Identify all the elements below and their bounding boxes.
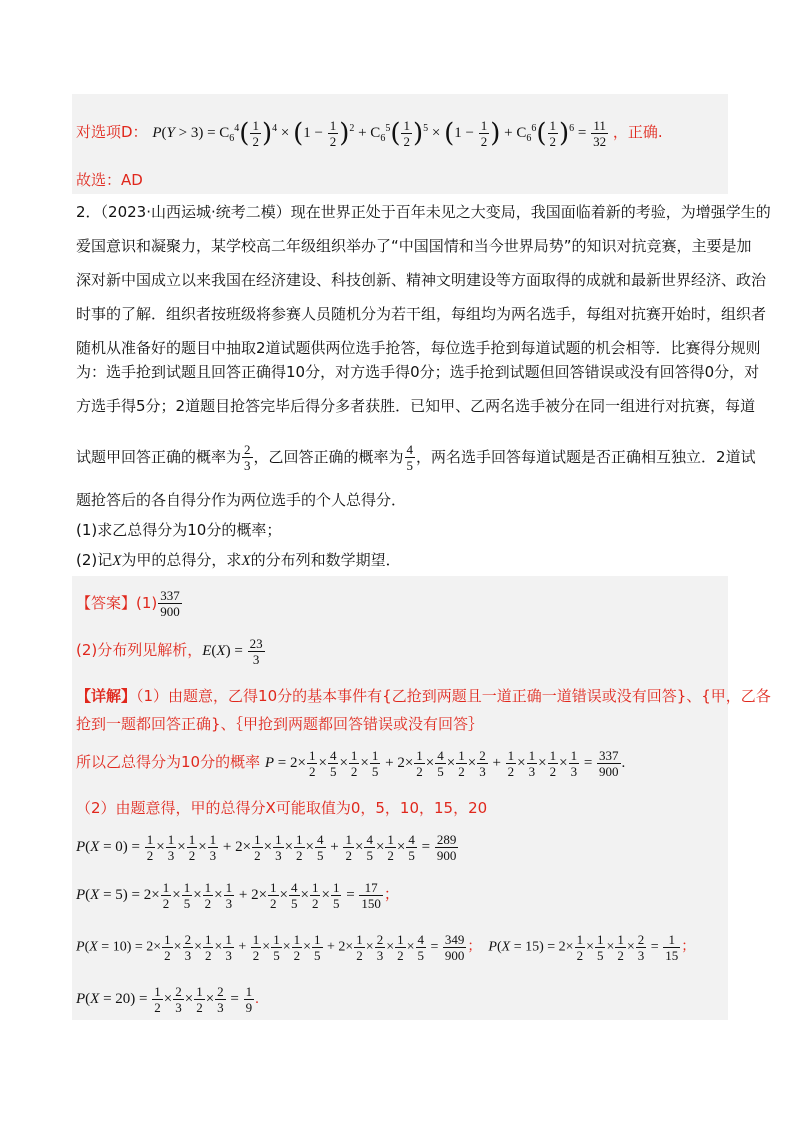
q2-line5: 随机从准备好的题目中抽取2道试题供两位选手抢答，每位选手抢到每道试题的机会相等．比赛得分规则 — [76, 339, 761, 357]
option-d-formula: $P(Y > 3) = C_6^4$( $\frac{1}{2}$ )$^4$ × (1 − $\frac{1}{2}$ )$^2 + C_6^5$( $\frac{1}{2}$ )$^5$ × (1 − $\frac{1}{2}$ ) + $C_6^6$( $\frac{1}{2}$ )$^6$ = $\frac{11}{32}$ — [152, 118, 607, 149]
q2-sub1: (1)求乙总得分为10分的概率； — [76, 521, 282, 539]
px5-formula: P(X = 5) = 2× $\frac{1}{2}$ × $\frac{1}{5}$ × $\frac{1}{2}$ × $\frac{1}{3}$ + 2× $\frac{1}{2}$ × $\frac{4}{5}$ × $\frac{1}{2}$ × $\frac{1}{5}$ = $\frac{17}{150}$ ； — [76, 880, 399, 911]
answer-part1-fraction: $\frac{337}{900}$ — [160, 588, 180, 619]
q2-sub2: (2)记X为甲的总得分，求X的分布列和数学期望． — [76, 551, 401, 569]
answer-line1 — [76, 588, 183, 619]
option-d-label: 对选项D： — [76, 122, 148, 141]
q2-line8-part-c: ，两名选手回答每道试题是否正确相互独立．2道试 — [416, 448, 756, 466]
q2-line8 — [76, 442, 756, 473]
answer-part2: (2)分布列见解析， — [76, 640, 203, 659]
px0-formula: P(X = 0) = $\frac{1}{2}$ × $\frac{1}{3}$ × $\frac{1}{2}$ × $\frac{1}{3}$ + 2× $\frac{1}{2}$ × $\frac{1}{3}$ × $\frac{1}{2}$ × $\frac{4}{5}$ + $\frac{1}{2}$ × $\frac{4}{5}$ × $\frac{1}{2}$ × $\frac{4}{5}$ = $\frac{289}{900}$ — [76, 832, 457, 863]
detail-line2: 抢到一题都回答正确}、｛甲抢到两题都回答错误或没有回答｝ — [76, 715, 484, 733]
option-d-line — [76, 118, 663, 149]
detail-line1 — [76, 686, 771, 706]
q2-line9: 题抢答后的各自得分作为两位选手的个人总得分． — [76, 491, 407, 509]
q2-line2: 爱国意识和凝聚力，某学校高二年级组织举办了“中国国情和当今世界局势”的知识对抗竞赛，主要是加 — [76, 237, 752, 255]
answer-part1: (1) — [136, 594, 158, 612]
q2-line1: 2．（2023·山西运城·统考二模）现在世界正处于百年未见之大变局，我国面临着新的考验，为增强学生的 — [76, 203, 771, 221]
px10-px15-formula: P(X = 10) = 2× $\frac{1}{2}$ × $\frac{2}{3}$ × $\frac{1}{2}$ × $\frac{1}{3}$ + $\frac{1}{2}$ × $\frac{1}{5}$ × $\frac{1}{2}$ × $\frac{1}{5}$ + 2× $\frac{1}{2}$ × $\frac{2}{3}$ × $\frac{1}{2}$ × $\frac{4}{5}$ = $\frac{349}{900}$ ； P(X = 15) = 2× $\frac{1}{2}$ × $\frac{1}{5}$ × $\frac{1}{2}$ × $\frac{2}{3}$ = $\frac{1}{15}$ ； — [76, 932, 696, 963]
q2-sub2-a: (2)记 — [76, 551, 113, 569]
answer-label: 【答案】 — [76, 594, 137, 612]
p-yi-10-formula: P = 2× $\frac{1}{2}$ × $\frac{4}{5}$ × $\frac{1}{2}$ × $\frac{1}{5}$ + 2× $\frac{1}{2}$ × $\frac{4}{5}$ × $\frac{1}{2}$ × $\frac{2}{3}$ + $\frac{1}{2}$ × $\frac{1}{3}$ × $\frac{1}{2}$ × $\frac{1}{3}$ = $\frac{337}{900}$ . — [264, 748, 626, 779]
q2-sub2-c: 的分布列和数学期望． — [250, 551, 401, 569]
detail-line4: （2）由题意得，甲的总得分X可能取值为0，5，10，15，20 — [76, 799, 488, 817]
q2-sub2-b: 为甲的总得分，求 — [121, 551, 242, 569]
detail-label: 【详解】 — [76, 687, 137, 705]
q2-line7: 方选手得5分；2道题目抢答完毕后得分多者获胜．已知甲、乙两名选手被分在同一组进行对抗赛，每道 — [76, 397, 756, 415]
q2-line4: 时事的了解．组织者按班级将参赛人员随机分为若干组，每组均为两名选手，每组对抗赛开始时，组织者 — [76, 305, 767, 323]
option-d-correct: ，正确. — [612, 122, 663, 141]
q2-line6: 为：选手抢到试题且回答正确得10分，对方选手得0分；选手抢到试题但回答错误或没有回答得0分，对 — [76, 363, 760, 381]
answer-line2 — [76, 636, 266, 667]
q2-line3: 深对新中国成立以来我国在经济建设、科技创新、精神文明建设等方面取得的成就和最新世界经济、政治 — [76, 271, 767, 289]
px20-formula: P(X = 20) = $\frac{1}{2}$ × $\frac{2}{3}$ × $\frac{1}{2}$ × $\frac{2}{3}$ = $\frac{1}{9}$ . — [76, 984, 259, 1015]
detail-text1: （1）由题意，乙得10分的基本事件有{乙抢到两题且一道正确一道错误或没有回答}、{甲，乙各 — [136, 687, 771, 705]
q2-line8-part-b: ，乙回答正确的概率为 — [253, 448, 404, 466]
prob-yi-fraction: $\frac{4}{5}$ — [406, 442, 414, 473]
detail-line3 — [76, 748, 625, 779]
prob-jia-fraction: $\frac{2}{3}$ — [244, 442, 251, 473]
conclusion: 故选：AD — [76, 171, 143, 189]
q2-line8-part-a: 试题甲回答正确的概率为 — [76, 448, 242, 466]
detail-text3: 所以乙总得分为10分的概率 — [76, 752, 261, 771]
expectation-formula: E(X) = $\frac{23}{3}$ — [202, 636, 263, 667]
